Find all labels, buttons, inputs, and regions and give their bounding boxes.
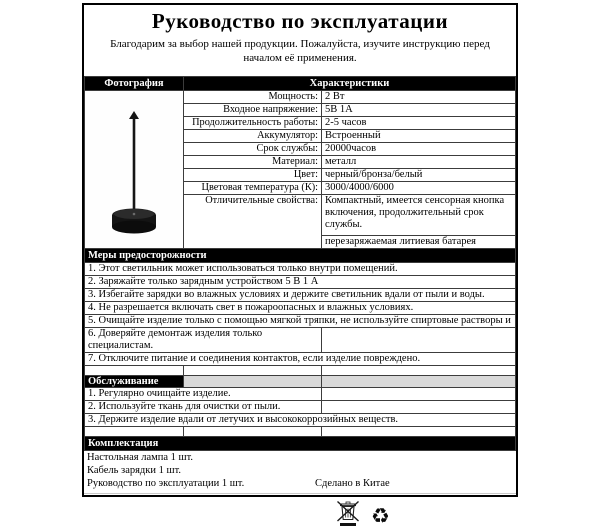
made-in-label: Сделано в Китае: [315, 478, 390, 491]
spec-value: Компактный, имеется сенсорная кнопка включения, продолжительный срок службы.: [322, 195, 516, 236]
spec-value: 3000/4000/6000: [322, 182, 516, 195]
spec-label: Мощность:: [184, 91, 322, 104]
page-title: Руководство по эксплуатации: [84, 9, 516, 34]
package-item: Кабель зарядки 1 шт.: [87, 465, 513, 478]
precaution-item: 2. Заряжайте только зарядным устройством 5 В 1 А: [85, 276, 516, 289]
section-title: Меры предосторожности: [85, 249, 516, 263]
shaded-cell: [322, 375, 516, 388]
section-header-package: [85, 437, 516, 451]
spec-label: Продолжительность работы:: [184, 117, 322, 130]
spec-label: Срок службы:: [184, 143, 322, 156]
section-header-maintenance: [85, 375, 516, 388]
spec-label: Отличительные свойства:: [184, 195, 322, 249]
precaution-item: 6. Доверяйте демонтаж изделия только специалистам.: [85, 328, 516, 353]
package-contents: [84, 451, 516, 494]
shaded-cell: [184, 375, 322, 388]
package-item-row: [87, 478, 513, 491]
lamp-photo-icon: [88, 93, 180, 243]
spec-value: Встроенный: [322, 130, 516, 143]
precaution-item: 4. Не разрешается включать свет в пожароопасных и влажных условиях.: [85, 302, 516, 315]
manual-table: [84, 76, 516, 451]
package-item: Настольная лампа 1 шт.: [87, 452, 513, 465]
spec-value: 5В 1А: [322, 104, 516, 117]
spacer-row: [85, 365, 516, 375]
spec-row: [85, 91, 516, 104]
spec-value: 2-5 часов: [322, 117, 516, 130]
precaution-item: 7. Отключите питание и соединения контактов, если изделие повреждено.: [85, 352, 516, 365]
table-header-row: [85, 77, 516, 91]
compliance-icons: [84, 494, 516, 527]
maintenance-item: 1. Регулярно очищайте изделие.: [85, 388, 516, 401]
empty-cell: [322, 328, 516, 353]
spec-value: 20000часов: [322, 143, 516, 156]
empty-cell: [322, 401, 516, 414]
precaution-item: 5. Очищайте изделие только с помощью мягкой тряпки, не используйте спиртовые растворы и: [85, 315, 516, 328]
spec-label: Материал:: [184, 156, 322, 169]
maintenance-item: 3. Держите изделие вдали от летучих и высококоррозийных веществ.: [85, 414, 516, 427]
spec-value: 2 Вт: [322, 91, 516, 104]
spec-value: черный/бронза/белый: [322, 169, 516, 182]
section-header-precautions: [85, 249, 516, 263]
precaution-item: 1. Этот светильник может использоваться только внутри помещений.: [85, 263, 516, 276]
recycling-icon: ♻: [371, 506, 390, 527]
page-subtitle: Благодарим за выбор нашей продукции. Пожалуйста, изучите инструкцию перед началом её применения.: [96, 38, 504, 66]
weee-crossed-bin-icon: [336, 500, 360, 527]
specs-column-header: Характеристики: [184, 77, 516, 91]
spec-label: Цветовая температура (К):: [184, 182, 322, 195]
spacer-row: [85, 427, 516, 437]
product-photo-cell: [85, 91, 184, 249]
manual-document: [82, 3, 518, 497]
spec-label: Аккумулятор:: [184, 130, 322, 143]
spec-label: Цвет:: [184, 169, 322, 182]
photo-column-header: Фотография: [85, 77, 184, 91]
package-item: Руководство по эксплуатации 1 шт.: [87, 478, 244, 489]
section-title: Обслуживание: [85, 375, 184, 388]
spec-value: перезаряжаемая литиевая батарея: [322, 236, 516, 249]
precaution-item: 3. Избегайте зарядки во влажных условиях и держите светильник вдали от пыли и воды.: [85, 289, 516, 302]
maintenance-item: 2. Используйте ткань для очистки от пыли.: [85, 401, 516, 414]
spec-value: металл: [322, 156, 516, 169]
title-area: [84, 9, 516, 76]
section-title: Комплектация: [85, 437, 516, 451]
empty-cell: [322, 388, 516, 401]
spec-label: Входное напряжение:: [184, 104, 322, 117]
